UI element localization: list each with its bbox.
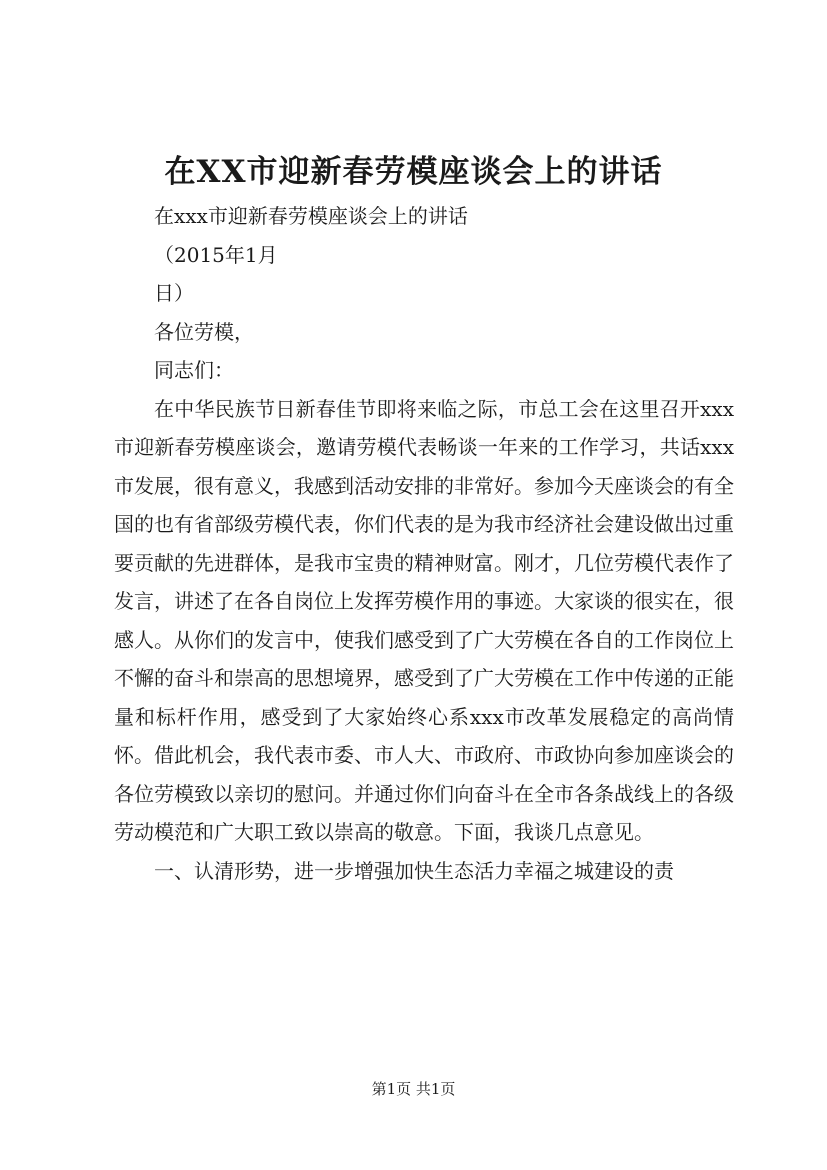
- document-body: [114, 197, 734, 890]
- greeting-line-2: 同志们：: [154, 358, 234, 382]
- page-footer: 第1页 共1页: [371, 1080, 456, 1098]
- document-title: 在XX市迎新春劳模座谈会上的讲话: [164, 154, 663, 190]
- date-line-2: 日）: [154, 281, 194, 305]
- paragraph-section-one: 一、认清形势，进一步增强加快生态活力幸福之城建设的责: [154, 858, 674, 883]
- paragraph-opening: 在中华民族节日新春佳节即将来临之际，市总工会在这里召开xxx市迎新春劳模座谈会，邀请劳模代表畅谈一年来的工作学习，共话xxx市发展，很有意义，我感到活动安排的非常好。参加今天座谈会的有全国的也有省部级劳模代表，你们代表的是为我市经济社会建设做出过重要贡献的先进群体，是我市宝贵的精神财富。刚才，几位劳模代表作了发言，讲述了在各自岗位上发挥劳模作用的事迹。大家谈的很实在，很感人。从你们的发言中，使我们感受到了广大劳模在各自的工作岗位上不懈的奋斗和崇高的思想境界，感受到了广大劳模在工作中传递的正能量和标杆作用，感受到了大家始终心系xxx市改革发展稳定的高尚情怀。借此机会，我代表市委、市人大、市政府、市政协向参加座谈会的各位劳模致以亲切的慰问。并通过你们向奋斗在全市各条战线上的各级劳动模范和广大职工致以崇高的敬意。下面，我谈几点意见。: [114, 396, 734, 844]
- date-line-1: （2015年1月: [154, 242, 278, 267]
- subtitle-line: 在xxx市迎新春劳模座谈会上的讲话: [154, 204, 468, 228]
- greeting-line-1: 各位劳模，: [154, 319, 254, 344]
